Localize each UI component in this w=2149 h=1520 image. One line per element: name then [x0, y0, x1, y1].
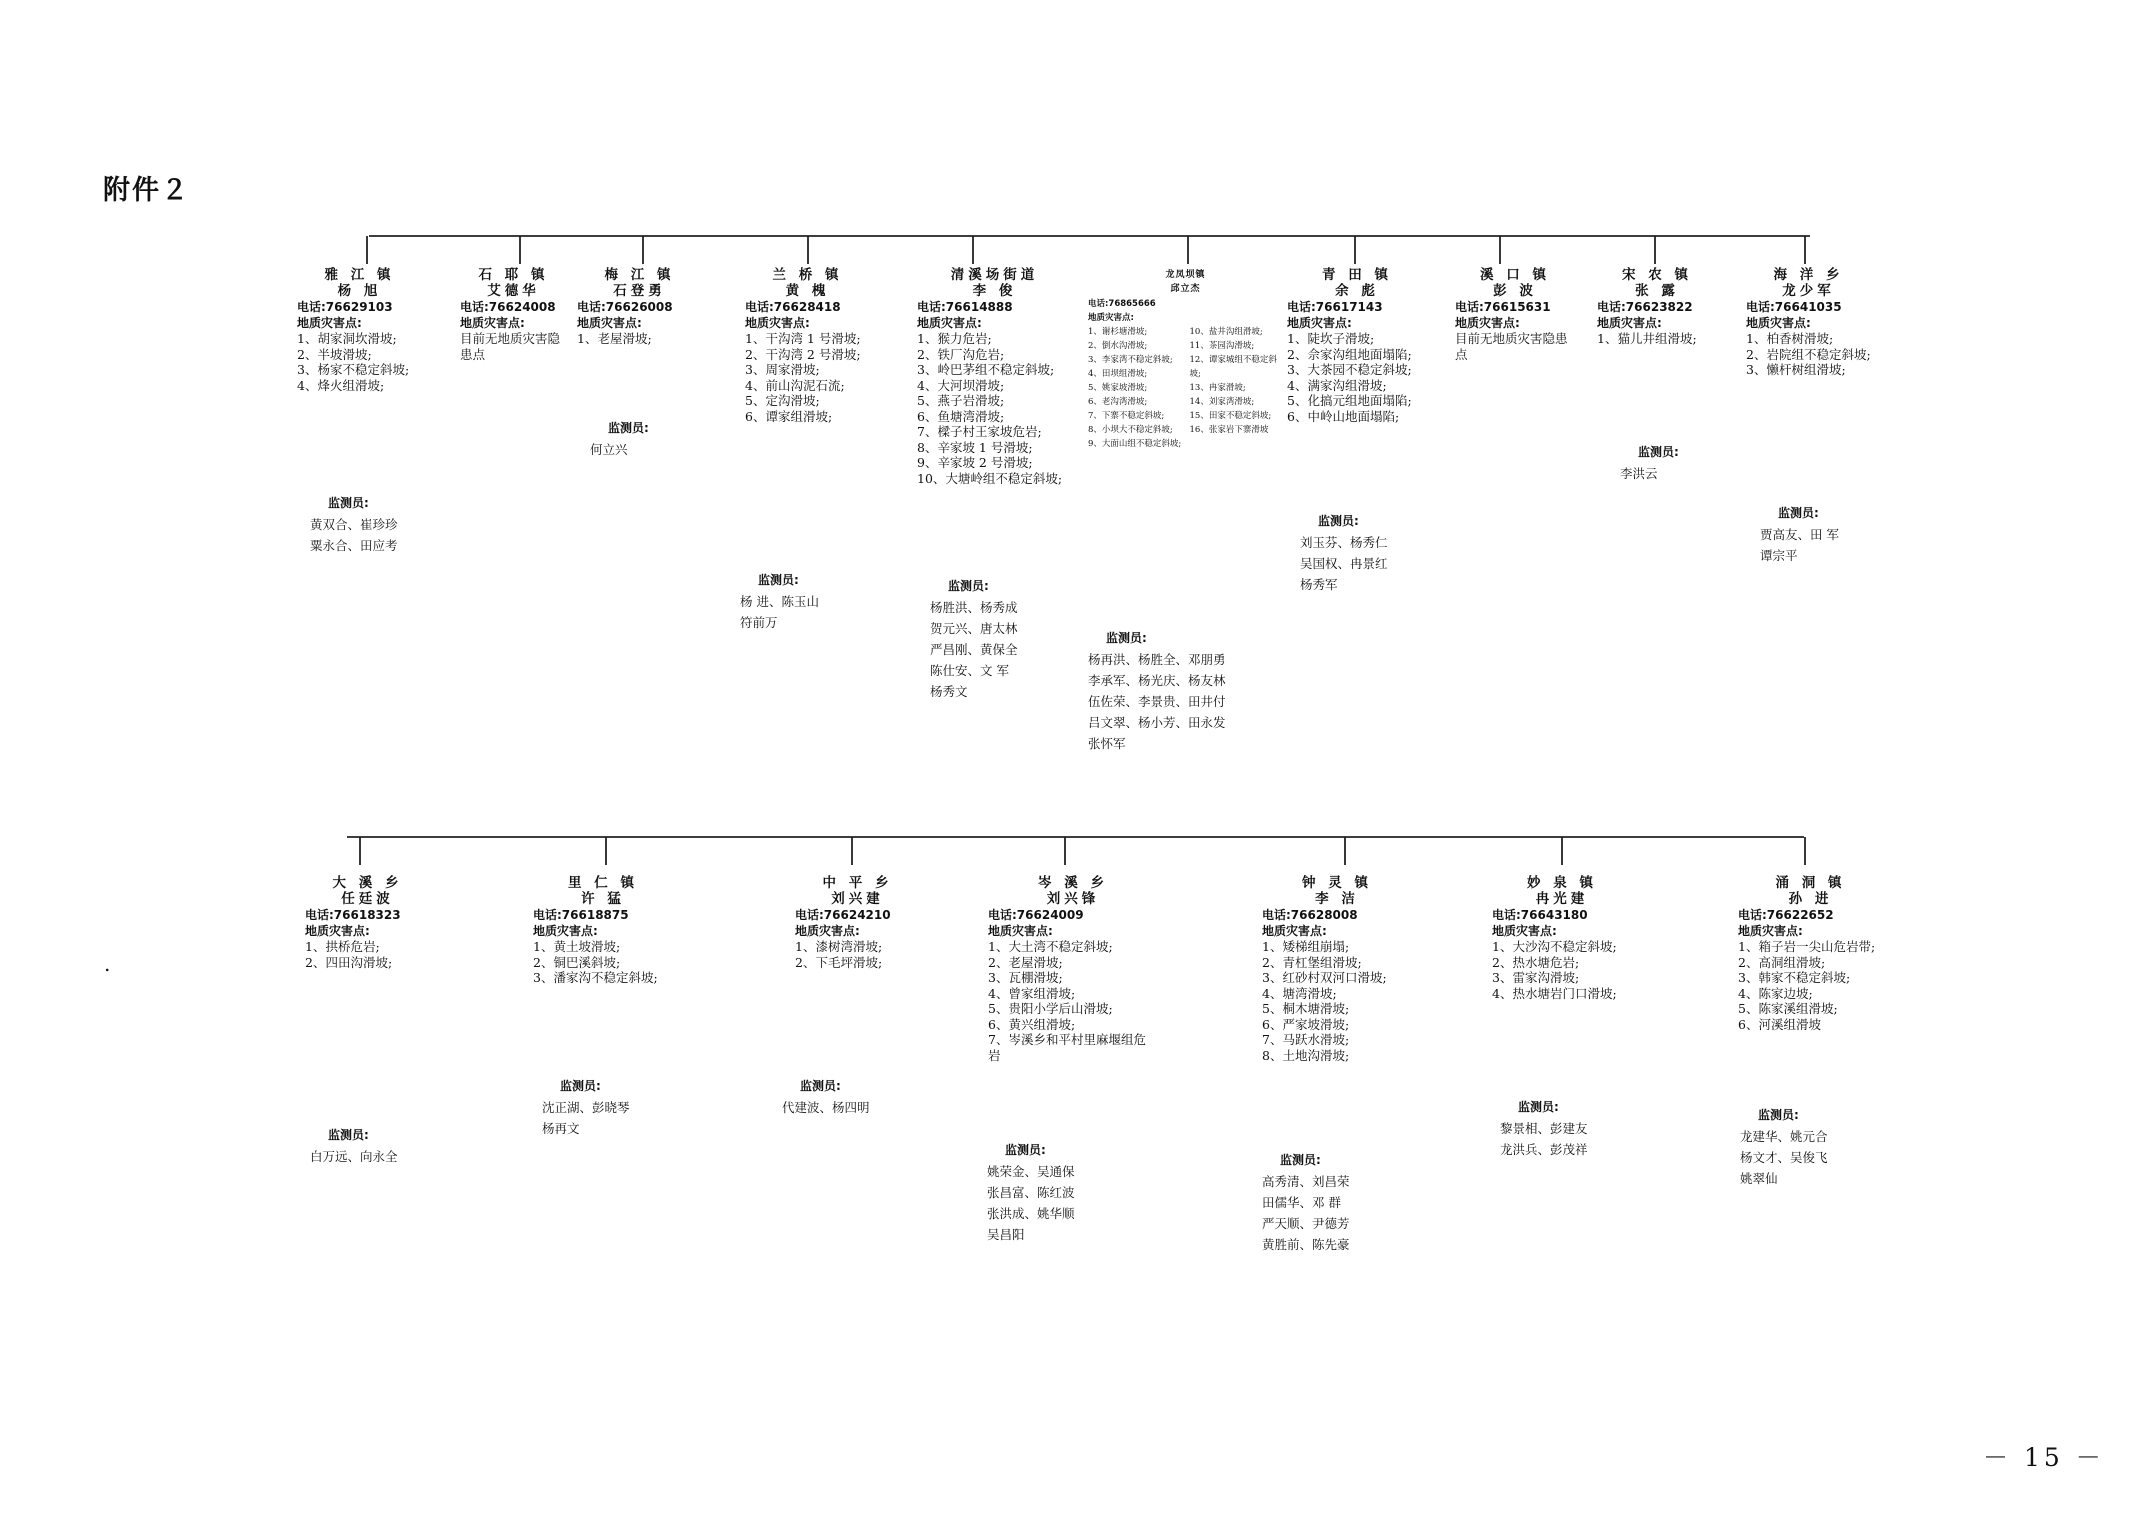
monitor-names: 符前万	[740, 615, 778, 630]
hazard-label: 地质灾害点:	[745, 315, 810, 330]
hazard-item: 2、四田沟滑坡;	[305, 954, 393, 970]
leader-name: 许 猛	[581, 890, 625, 907]
monitor-names: 黄胜前、陈先豪	[1262, 1237, 1350, 1252]
monitor-block	[310, 1125, 398, 1167]
hazard-item: 1、矮梯组崩塌;	[1262, 939, 1350, 954]
town-node	[795, 876, 920, 970]
monitor-names: 贾高友、田 军	[1760, 527, 1839, 542]
hazard-item: 1、大沙沟不稳定斜坡;	[1492, 939, 1617, 954]
monitor-names: 刘玉芬、杨秀仁	[1300, 535, 1388, 550]
hazard-list	[1746, 331, 1871, 378]
town-name: 溪 口 镇	[1480, 267, 1550, 283]
hazard-item: 7、樑子村王家坡危岩;	[917, 424, 1042, 439]
monitor-label: 监测员:	[1518, 1100, 1559, 1114]
town-node	[460, 268, 567, 362]
town-node	[988, 876, 1158, 1063]
hazard-item: 7、马跃水滑坡;	[1262, 1032, 1350, 1047]
phone-number: 电话:76624210	[795, 908, 891, 922]
town-name: 妙 泉 镇	[1527, 875, 1597, 891]
hazard-item: 9、辛家坡 2 号滑坡;	[917, 455, 1033, 470]
phone-number: 电话:76643180	[1492, 908, 1588, 922]
hazard-item: 1、猫儿井组滑坡;	[1597, 331, 1697, 346]
hazard-item: 3、懒杆树组滑坡;	[1746, 362, 1846, 377]
hazard-item: 1、漆树湾滑坡;	[795, 939, 883, 954]
hazard-item: 6、河溪组滑坡	[1738, 1016, 1821, 1032]
hazard-item: 5、桐木塘滑坡;	[1262, 1001, 1350, 1016]
monitor-block	[782, 1076, 870, 1118]
hazard-list	[460, 331, 567, 362]
leader-name: 李 俊	[972, 282, 1017, 299]
monitor-block	[1760, 503, 1839, 566]
hazard-list	[1088, 325, 1283, 451]
leader-name: 刘兴建	[831, 890, 884, 907]
phone-number: 电话:76615631	[1455, 300, 1551, 314]
hazard-label: 地质灾害点:	[305, 923, 370, 938]
hazard-item: 1、胡家洞坎滑坡;	[297, 331, 397, 346]
monitor-names: 何立兴	[590, 442, 628, 457]
hazard-item: 14、刘家湾滑坡;	[1189, 397, 1255, 407]
monitor-names: 沈正湖、彭晓琴	[542, 1100, 630, 1115]
hazard-label: 地质灾害点:	[297, 315, 362, 330]
hazard-list	[1455, 331, 1575, 362]
monitor-label: 监测员:	[1778, 506, 1819, 520]
hazard-list	[1597, 331, 1717, 347]
hazard-item: 5、化搞元组地面塌陷;	[1287, 393, 1412, 408]
phone-number: 电话:76865666	[1088, 299, 1156, 309]
leader-name: 黄 槐	[785, 282, 830, 299]
monitor-label: 监测员:	[608, 421, 649, 435]
monitor-block	[1740, 1105, 1828, 1189]
town-name: 龙凤坝镇	[1165, 270, 1206, 280]
leader-name: 余 彪	[1335, 282, 1379, 299]
monitor-names: 张昌富、陈红波	[987, 1185, 1075, 1200]
town-node	[1287, 268, 1427, 424]
town-name: 钟 灵 镇	[1302, 875, 1372, 891]
town-node	[297, 268, 422, 393]
monitor-block	[930, 576, 1018, 702]
hazard-label: 地质灾害点:	[1088, 313, 1134, 323]
hazard-item: 2、热水塘危岩;	[1492, 954, 1580, 970]
phone-number: 电话:76623822	[1597, 300, 1693, 314]
monitor-label: 监测员:	[758, 573, 799, 587]
town-name: 涌 洞 镇	[1775, 875, 1846, 891]
hazard-item: 3、李家湾不稳定斜坡;	[1088, 355, 1173, 365]
phone-number: 电话:76624008	[460, 300, 556, 314]
monitor-label: 监测员:	[1318, 514, 1359, 528]
leader-name: 龙少军	[1782, 282, 1835, 299]
hazard-item: 3、瓦棚滑坡;	[988, 970, 1063, 985]
hazard-label: 地质灾害点:	[533, 923, 598, 938]
phone-number: 电话:76624009	[988, 908, 1084, 922]
monitor-names: 谭宗平	[1760, 548, 1798, 563]
hazard-list	[745, 331, 870, 424]
hazard-item: 3、岭巴茅组不稳定斜坡;	[917, 362, 1055, 377]
town-node	[533, 876, 673, 986]
monitor-names: 姚翠仙	[1740, 1171, 1778, 1186]
monitor-names: 李洪云	[1620, 466, 1658, 481]
hazard-item: 6、严家坡滑坡;	[1262, 1016, 1350, 1032]
town-name: 大 溪 乡	[332, 875, 403, 891]
phone-number: 电话:76629103	[297, 300, 393, 314]
hazard-item: 5、贵阳小学后山滑坡;	[988, 1001, 1113, 1016]
hazard-item: 3、红砂村双河口滑坡;	[1262, 970, 1387, 985]
monitor-label: 监测员:	[328, 1128, 369, 1142]
hazard-item: 1、猴力危岩;	[917, 331, 992, 346]
hazard-label: 地质灾害点:	[988, 923, 1053, 938]
monitor-label: 监测员:	[328, 496, 369, 510]
hazard-item: 1、干沟湾 1 号滑坡;	[745, 331, 861, 346]
monitor-block	[1088, 628, 1226, 754]
hazard-item: 4、陈家边坡;	[1738, 985, 1813, 1001]
monitor-names: 龙洪兵、彭茂祥	[1500, 1142, 1588, 1157]
leader-name: 孙 进	[1788, 890, 1833, 907]
leader-name: 艾德华	[487, 282, 540, 299]
hazard-label: 地质灾害点:	[795, 923, 860, 938]
monitor-names: 吴昌阳	[987, 1227, 1025, 1242]
monitor-names: 黄双合、崔珍珍	[310, 517, 398, 532]
hazard-list	[533, 939, 673, 986]
leader-name: 李 洁	[1315, 890, 1359, 907]
hazard-item: 6、中岭山地面塌陷;	[1287, 408, 1400, 424]
leader-name: 任廷波	[341, 890, 394, 907]
phone-number: 电话:76618875	[533, 908, 629, 922]
monitor-block	[1500, 1097, 1588, 1160]
monitor-names: 粟永合、田应考	[310, 538, 398, 553]
hazard-item: 目前无地质灾害隐患点	[460, 331, 561, 362]
monitor-names: 贺元兴、唐太林	[930, 621, 1018, 636]
monitor-names: 吴国权、冉景红	[1300, 556, 1388, 571]
phone-number: 电话:76617143	[1287, 300, 1383, 314]
town-node	[1746, 268, 1871, 378]
monitor-names: 杨 进、陈玉山	[740, 594, 819, 609]
hazard-item: 2、铜巴溪斜坡;	[533, 954, 621, 970]
hazard-item: 1、拱桥危岩;	[305, 939, 380, 954]
hazard-item: 1、陡坎子滑坡;	[1287, 331, 1375, 346]
monitor-names: 张怀军	[1088, 736, 1126, 751]
town-name: 兰 桥 镇	[772, 267, 843, 283]
hazard-item: 5、陈家溪组滑坡;	[1738, 1001, 1838, 1016]
hazard-list	[1262, 939, 1412, 1063]
monitor-names: 龙建华、姚元合	[1740, 1129, 1828, 1144]
monitor-block	[1620, 442, 1679, 484]
hazard-item: 4、满家沟组滑坡;	[1287, 377, 1387, 393]
monitor-label: 监测员:	[1638, 445, 1679, 459]
hazard-item: 9、大面山组不稳定斜坡;	[1088, 439, 1182, 449]
hazard-item: 2、下毛坪滑坡;	[795, 954, 883, 970]
town-name: 梅 江 镇	[604, 267, 675, 283]
hazard-item: 16、张家岩下寨滑坡	[1189, 425, 1269, 435]
leader-name: 冉光建	[1535, 890, 1589, 907]
town-node	[917, 268, 1072, 486]
town-name: 清溪场街道	[950, 267, 1039, 283]
phone-number: 电话:76628418	[745, 300, 841, 314]
hazard-item: 4、大河坝滑坡;	[917, 377, 1005, 393]
leader-name: 石登勇	[613, 282, 666, 299]
hazard-label: 地质灾害点:	[1287, 315, 1352, 330]
town-node	[1492, 876, 1632, 1001]
hazard-list	[1738, 939, 1883, 1032]
hazard-item: 6、鱼塘湾滑坡;	[917, 408, 1005, 424]
hazard-item: 4、热水塘岩门口滑坡;	[1492, 985, 1617, 1001]
hazard-item: 10、大塘岭组不稳定斜坡;	[917, 470, 1063, 486]
hazard-item: 5、姚家坡滑坡;	[1088, 383, 1148, 393]
hazard-item: 2、佘家沟组地面塌陷;	[1287, 346, 1412, 362]
monitor-label: 监测员:	[948, 579, 989, 593]
monitor-names: 陈仕安、文 军	[930, 663, 1009, 678]
hazard-item: 目前无地质灾害隐患点	[1455, 331, 1568, 362]
hazard-item: 15、田家不稳定斜坡;	[1189, 411, 1272, 421]
hazard-item: 1、大土湾不稳定斜坡;	[988, 939, 1113, 954]
town-name: 中 平 乡	[822, 875, 893, 891]
hazard-label: 地质灾害点:	[917, 315, 982, 330]
monitor-names: 姚荣金、吴通保	[987, 1164, 1075, 1179]
hazard-item: 2、铁厂沟危岩;	[917, 346, 1005, 362]
town-name: 青 田 镇	[1322, 267, 1392, 283]
town-node	[305, 876, 430, 970]
monitor-names: 高秀清、刘昌荣	[1262, 1174, 1350, 1189]
hazard-item: 5、定沟滑坡;	[745, 393, 820, 408]
monitor-names: 吕文翠、杨小芳、田永发	[1088, 715, 1226, 730]
hazard-item: 1、谢杉塘滑坡;	[1088, 327, 1148, 337]
hazard-list	[795, 939, 920, 970]
stray-dot: .	[104, 952, 111, 976]
hazard-item: 2、半坡滑坡;	[297, 346, 372, 362]
monitor-label: 监测员:	[560, 1079, 601, 1093]
town-name: 里 仁 镇	[568, 875, 638, 891]
town-node	[1088, 268, 1283, 451]
monitor-names: 严天顺、尹德芳	[1262, 1216, 1350, 1231]
town-name: 岑 溪 乡	[1038, 875, 1108, 891]
hazard-list	[305, 939, 430, 970]
phone-number: 电话:76641035	[1746, 300, 1842, 314]
hazard-item: 2、青杠堡组滑坡;	[1262, 954, 1362, 970]
hazard-item: 2、倒水沟滑坡;	[1088, 341, 1148, 351]
monitor-block	[1262, 1150, 1350, 1255]
hazard-item: 1、柏香树滑坡;	[1746, 331, 1834, 346]
town-node	[577, 268, 702, 347]
hazard-item: 7、岑溪乡和平村里麻堰组危岩	[988, 1032, 1146, 1063]
monitor-names: 杨胜洪、杨秀成	[930, 600, 1018, 615]
town-name: 石 耶 镇	[478, 267, 549, 283]
hazard-item: 3、潘家沟不稳定斜坡;	[533, 970, 658, 985]
hazard-list	[917, 331, 1072, 486]
hazard-item: 6、黄兴组滑坡;	[988, 1016, 1076, 1032]
monitor-label: 监测员:	[1106, 631, 1147, 645]
hazard-item: 3、韩家不稳定斜坡;	[1738, 970, 1851, 985]
monitor-names: 伍佐荣、李景贵、田井付	[1088, 694, 1226, 709]
hazard-item: 3、周家滑坡;	[745, 362, 820, 377]
hazard-item: 4、曾家组滑坡;	[988, 985, 1076, 1001]
monitor-block	[740, 570, 819, 633]
monitor-block	[310, 493, 398, 556]
page-number: － 15 －	[1983, 1443, 2105, 1472]
leader-name: 邱立杰	[1170, 284, 1201, 294]
monitor-names: 李承军、杨光庆、杨友林	[1088, 673, 1226, 688]
hazard-item: 4、烽火组滑坡;	[297, 377, 385, 393]
hazard-item: 2、岩院组不稳定斜坡;	[1746, 346, 1871, 362]
monitor-block	[590, 418, 649, 460]
phone-number: 电话:76618323	[305, 908, 401, 922]
hazard-label: 地质灾害点:	[577, 315, 642, 330]
hazard-list	[577, 331, 702, 347]
hazard-item: 5、燕子岩滑坡;	[917, 393, 1005, 408]
monitor-names: 杨秀文	[930, 684, 968, 699]
town-node	[1597, 268, 1717, 347]
town-node	[1738, 876, 1883, 1032]
hazard-label: 地质灾害点:	[460, 315, 525, 330]
town-node	[1455, 268, 1575, 362]
hazard-item: 11、茶园沟滑坡;	[1189, 341, 1255, 351]
hazard-item: 1、箱子岩一尖山危岩带;	[1738, 939, 1876, 954]
hazard-item: 10、盐井沟组滑坡;	[1189, 327, 1263, 337]
hazard-item: 3、杨家不稳定斜坡;	[297, 362, 410, 377]
phone-number: 电话:76626008	[577, 300, 673, 314]
town-node	[1262, 876, 1412, 1063]
hazard-item: 4、前山沟泥石流;	[745, 377, 845, 393]
leader-name: 刘兴锋	[1046, 890, 1100, 907]
hazard-item: 1、老屋滑坡;	[577, 331, 652, 346]
hazard-list	[297, 331, 422, 393]
monitor-names: 杨再文	[542, 1121, 580, 1136]
monitor-label: 监测员:	[1758, 1108, 1799, 1122]
hazard-item: 2、高洞组滑坡;	[1738, 954, 1826, 970]
monitor-names: 张洪成、姚华顺	[987, 1206, 1075, 1221]
page-title: 附件２	[103, 175, 190, 206]
town-name: 雅 江 镇	[324, 267, 395, 283]
hazard-item: 8、土地沟滑坡;	[1262, 1047, 1350, 1063]
hazard-label: 地质灾害点:	[1597, 315, 1662, 330]
hazard-item: 4、塘湾滑坡;	[1262, 985, 1337, 1001]
hazard-label: 地质灾害点:	[1262, 923, 1327, 938]
monitor-names: 田儒华、邓 群	[1262, 1195, 1341, 1210]
monitor-names: 代建波、杨四明	[782, 1100, 870, 1115]
monitor-names: 黎景相、彭建友	[1500, 1121, 1588, 1136]
leader-name: 张 露	[1635, 282, 1679, 299]
monitor-block	[542, 1076, 630, 1139]
monitor-names: 杨文才、吴俊飞	[1740, 1150, 1828, 1165]
monitor-label: 监测员:	[800, 1079, 841, 1093]
leader-name: 彭 波	[1493, 282, 1537, 299]
monitor-block	[1300, 511, 1388, 595]
monitor-names: 杨秀军	[1300, 577, 1338, 592]
hazard-label: 地质灾害点:	[1738, 923, 1803, 938]
hazard-item: 2、干沟湾 2 号滑坡;	[745, 346, 861, 362]
hazard-item: 7、下寨不稳定斜坡;	[1088, 411, 1165, 421]
phone-number: 电话:76622652	[1738, 908, 1834, 922]
hazard-item: 1、黄土坡滑坡;	[533, 939, 621, 954]
town-name: 海 洋 乡	[1773, 267, 1844, 283]
hazard-label: 地质灾害点:	[1492, 923, 1557, 938]
monitor-label: 监测员:	[1005, 1143, 1046, 1157]
monitor-names: 杨再洪、杨胜全、邓朋勇	[1088, 652, 1226, 667]
hazard-item: 3、大茶园不稳定斜坡;	[1287, 362, 1412, 377]
hazard-list	[1492, 939, 1632, 1001]
phone-number: 电话:76614888	[917, 300, 1013, 314]
monitor-label: 监测员:	[1280, 1153, 1321, 1167]
monitor-block	[987, 1140, 1075, 1245]
leader-name: 杨 旭	[337, 282, 382, 299]
hazard-item: 6、老沟湾滑坡;	[1088, 397, 1148, 407]
hazard-label: 地质灾害点:	[1455, 315, 1520, 330]
hazard-item: 8、辛家坡 1 号滑坡;	[917, 439, 1033, 455]
hazard-item: 2、老屋滑坡;	[988, 954, 1063, 970]
hazard-item: 8、小坝大不稳定斜坡;	[1088, 425, 1173, 435]
hazard-item: 6、谭家组滑坡;	[745, 408, 833, 424]
hazard-item: 3、雷家沟滑坡;	[1492, 970, 1580, 985]
phone-number: 电话:76628008	[1262, 908, 1358, 922]
hazard-list	[1287, 331, 1427, 424]
hazard-list	[988, 939, 1158, 1063]
monitor-names: 严昌刚、黄保全	[930, 642, 1018, 657]
town-name: 宋 农 镇	[1622, 267, 1692, 283]
monitor-names: 白万远、向永全	[310, 1149, 398, 1164]
town-node	[745, 268, 870, 424]
hazard-label: 地质灾害点:	[1746, 315, 1811, 330]
hazard-item: 12、谭家城组不稳定斜坡;	[1189, 355, 1277, 379]
hazard-item: 13、冉家滑坡;	[1189, 383, 1246, 393]
hazard-item: 4、田坝组滑坡;	[1088, 369, 1148, 379]
